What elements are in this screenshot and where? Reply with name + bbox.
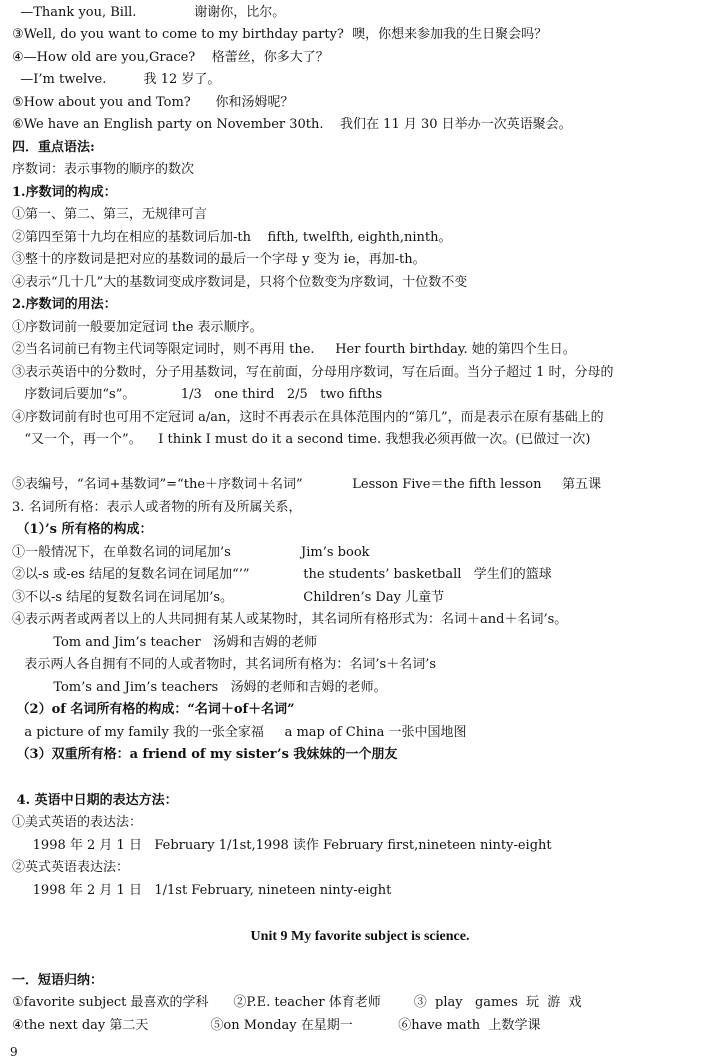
text-line: ①一般情况下，在单数名词的词尾加’s Jim’s book <box>12 545 370 560</box>
text-line: —Thank you, Bill. 谢谢你，比尔。 <box>12 5 286 20</box>
text-line: —I’m twelve. 我 12 岁了。 <box>12 72 221 87</box>
section-heading: 四．重点语法: <box>12 140 95 155</box>
text-line: Tom’s and Jim’s teachers 汤姆的老师和吉姆的老师。 <box>12 680 387 695</box>
text-line: ②英式英语表达法： <box>12 860 130 875</box>
subsection-heading: （1）’s 所有格的构成： <box>12 522 153 537</box>
text-line: ②当名词前已有物主代词等限定词时，则不再用 the. Her fourth birthday. 她的第四个生日。 <box>12 342 576 357</box>
phrase-row: ①favorite subject 最喜欢的学科 ②P.E. teacher 体育老师 ③ play games 玩 游 戏 <box>12 995 582 1010</box>
text-line: ②以-s 或-es 结尾的复数名词在词尾加“’” the students’ basketball 学生们的篮球 <box>12 567 552 582</box>
text-line: Tom and Jim’s teacher 汤姆和吉姆的老师 <box>12 635 318 650</box>
phrase-row: ④the next day 第二天 ⑤on Monday 在星期一 ⑥have math 上数学课 <box>12 1018 541 1033</box>
text-line: ①美式英语的表达法： <box>12 815 143 830</box>
text-line: 1998 年 2 月 1 日 1/1st February, nineteen ninty-eight <box>12 883 392 898</box>
text-line: ④—How old are you,Grace? 格蕾丝，你多大了？ <box>12 50 329 65</box>
text-line: 1998 年 2 月 1 日 February 1/1st,1998 读作 February first,nineteen ninty-eight <box>12 838 552 853</box>
text-line: 序数词：表示事物的顺序的数次 <box>12 162 195 177</box>
subsection-heading: 1.序数词的构成： <box>12 185 117 200</box>
text-line: ③不以-s 结尾的复数名词在词尾加’s。 Children’s Day 儿童节 <box>12 590 445 605</box>
subsection-heading: （2）of 名词所有格的构成：“名词＋of＋名词” <box>12 702 295 717</box>
subsection-heading: 3. 名词所有格：表示人或者物的所有及所属关系， <box>12 500 302 515</box>
text-line: ③Well, do you want to come to my birthday party? 噢，你想来参加我的生日聚会吗？ <box>12 27 548 42</box>
text-line: 序数词后要加“s”。 1/3 one third 2/5 two fifths <box>12 387 383 402</box>
text-line: ⑥We have an English party on November 30th. 我们在 11 月 30 日举办一次英语聚会。 <box>12 117 572 132</box>
subsection-heading: 4. 英语中日期的表达方法： <box>12 793 178 808</box>
subsection-heading: 2.序数词的用法： <box>12 297 117 312</box>
page-number: 9 <box>10 1045 18 1059</box>
section-heading: 一．短语归纳： <box>12 973 104 988</box>
text-line: ④序数词前有时也可用不定冠词 a/an，这时不再表示在具体范围内的“第几”，而是表示在原有基础上的 <box>12 410 604 425</box>
text-line: ③表示英语中的分数时，分子用基数词，写在前面，分母用序数词，写在后面。当分子超过 1 时，分母的 <box>12 365 614 380</box>
text-line: ②第四至第十九均在相应的基数词后加-th fifth, twelfth, eighth,ninth。 <box>12 230 452 245</box>
text-line: ③整十的序数词是把对应的基数词的最后一个字母 y 变为 ie，再加-th。 <box>12 252 426 267</box>
text-line: “又一个，再一个”。 I think I must do it a second time. 我想我必须再做一次。(已做过一次) <box>12 432 591 447</box>
text-line: ④表示“几十几”大的基数词变成序数词是，只将个位数变为序数词，十位数不变 <box>12 275 468 290</box>
text-line: ⑤How about you and Tom? 你和汤姆呢？ <box>12 95 294 110</box>
unit-title: Unit 9 My favorite subject is science. <box>250 929 470 944</box>
text-line: ⑤表编号，“名词+基数词”=“the＋序数词＋名词” Lesson Five＝the fifth lesson 第五课 <box>12 477 602 492</box>
text-line: ①第一、第二、第三，无规律可言 <box>12 207 208 222</box>
text-line: a picture of my family 我的一张全家福 a map of China 一张中国地图 <box>12 725 467 740</box>
text-line: ④表示两者或两者以上的人共同拥有某人或某物时，其名词所有格形式为：名词＋and＋名词’s。 <box>12 612 568 627</box>
subsection-heading: （3）双重所有格：a friend of my sister’s 我妹妹的一个朋友 <box>12 747 398 762</box>
text-line: ①序数词前一般要加定冠词 the 表示顺序。 <box>12 320 263 335</box>
text-line: 表示两人各自拥有不同的人或者物时，其名词所有格为：名词’s＋名词’s <box>12 657 437 672</box>
